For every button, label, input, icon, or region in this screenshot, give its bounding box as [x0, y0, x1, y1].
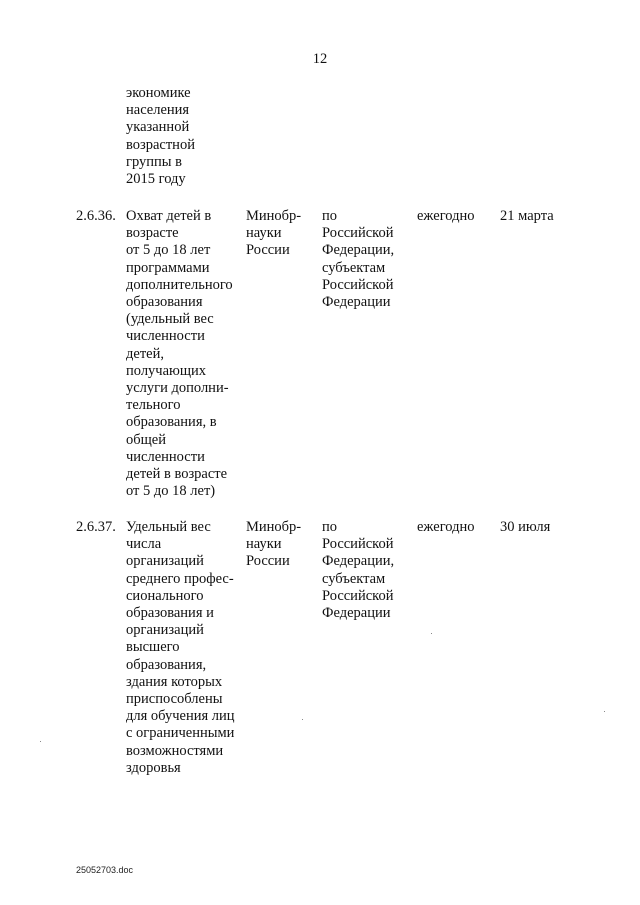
scan-speck	[431, 633, 432, 634]
data-level: по Российской Федерации, субъектам Российской Федерации	[322, 208, 395, 311]
scan-speck	[302, 719, 303, 720]
submission-date: 21 марта	[500, 208, 554, 224]
footer-filename: 25052703.doc	[76, 865, 134, 875]
indicator-number: 2.6.36.	[76, 208, 116, 224]
responsible-agency: Минобр- науки России	[246, 519, 302, 570]
periodicity: ежегодно	[417, 208, 475, 224]
scan-speck	[40, 741, 41, 742]
responsible-agency: Минобр- науки России	[246, 208, 302, 259]
continued-indicator-name: экономике населения указанной возрастной группы в 2015 году	[126, 85, 195, 188]
scan-speck	[604, 711, 605, 712]
indicator-name: Удельный вес числа организаций среднего профес- сионального образования и организаций высшего образования, здания которых приспособлены для обучения лиц с ограниченными возможностями здоровья	[126, 519, 235, 776]
periodicity: ежегодно	[417, 519, 475, 535]
indicator-number: 2.6.37.	[76, 519, 116, 535]
data-level: по Российской Федерации, субъектам Российской Федерации	[322, 519, 395, 622]
submission-date: 30 июля	[500, 519, 551, 535]
indicator-name: Охват детей в возрасте от 5 до 18 лет программами дополнительного образования (удельный вес численности детей, получающих услуги дополни- тельного образования, в общей численности детей в возрасте от 5 до 18 лет)	[126, 208, 233, 500]
page-number: 12	[312, 51, 328, 67]
